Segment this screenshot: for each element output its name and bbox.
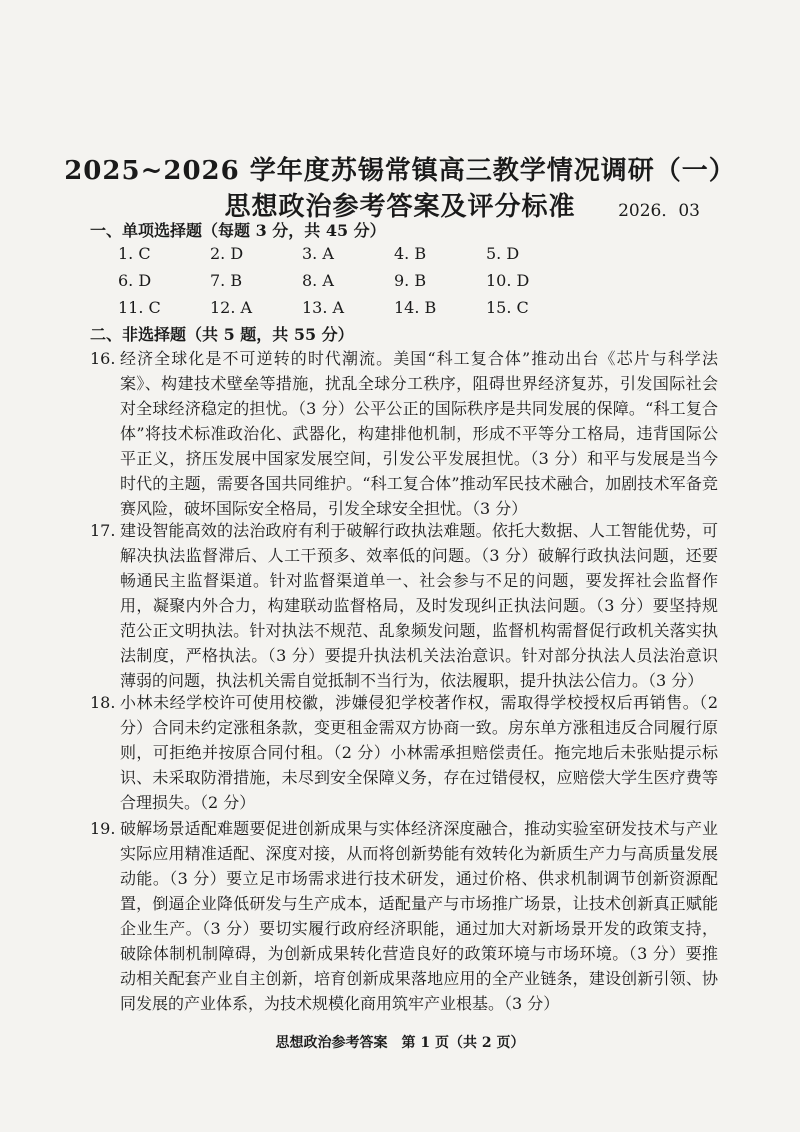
question-answer-text: 破解场景适配难题要促进创新成果与实体经济深度融合，推动实验室研发技术与产业实际应用精准适配、深度对接，从而将创新势能有效转化为新质生产力与高质量发展动能。（3 分）要立足市场需求进行技术研发，通过价格、供求机制调节创新资源配置，倒逼企业降低研发与生产成本，适配量产与市场推广场景，让技术创新真正赋能企业生产。（3 分）要切实履行政府经济职能，通过加大对新场景开发的政策支持，破除体制机制障碍，为创新成果转化营造良好的政策环境与市场环境。（3 分）要推动相关配套产业自主创新，培育创新成果落地应用的全产业链条，建设创新引领、协同发展的产业体系，为技术规模化商用筑牢产业根基。（3 分）	[120, 819, 718, 1013]
choice-answer: 3. A	[302, 244, 334, 263]
page-subtitle: 思想政治参考答案及评分标准	[224, 192, 576, 222]
question-number: 16.	[90, 349, 116, 368]
choice-answer: 11. C	[118, 298, 161, 317]
choice-answer: 14. B	[394, 298, 437, 317]
question-answer-text: 建设智能高效的法治政府有利于破解行政执法难题。依托大数据、人工智能优势，可解决执法监督滞后、人工干预多、效率低的问题。（3 分）破解行政执法问题，还要畅通民主监督渠道。针对监督渠道单一、社会参与不足的问题，要发挥社会监督作用，凝聚内外合力，构建联动监督格局，及时发现纠正执法问题。（3 分）要坚持规范公正文明执法。针对执法不规范、乱象频发问题，监督机构需督促行政机关落实执法制度，严格执法。（3 分）要提升执法机关法治意识。针对部分执法人员法治意识薄弱的问题，执法机关需自觉抵制不当行为，依法履职，提升执法公信力。（3 分）	[120, 521, 718, 690]
section-1-heading: 一、单项选择题（每题 3 分，共 45 分）	[90, 221, 386, 240]
question-number: 18.	[90, 693, 116, 712]
question-19-answer	[90, 816, 718, 1016]
page-footer: 思想政治参考答案 第 1 页（共 2 页）	[275, 1035, 525, 1051]
question-number: 19.	[90, 819, 116, 838]
choice-answer: 7. B	[210, 271, 243, 290]
choice-answer: 5. D	[486, 244, 520, 263]
choice-answer: 12. A	[210, 298, 253, 317]
question-16-answer	[90, 346, 718, 521]
document-date: 2026．03	[618, 201, 700, 221]
question-17-answer	[90, 518, 718, 693]
choice-answer: 10. D	[486, 271, 530, 290]
choice-answer: 4. B	[394, 244, 427, 263]
choice-answer: 6. D	[118, 271, 152, 290]
choice-answer: 15. C	[486, 298, 529, 317]
choice-answer: 2. D	[210, 244, 244, 263]
question-number: 17.	[90, 521, 116, 540]
choice-answer: 9. B	[394, 271, 427, 290]
question-answer-text: 小林未经学校许可使用校徽，涉嫌侵犯学校著作权，需取得学校授权后再销售。（2 分）合同未约定涨租条款，变更租金需双方协商一致。房东单方涨租违反合同履行原则，可拒绝并按原合同付租。（2 分）小林需承担赔偿责任。拖完地后未张贴提示标识、未采取防滑措施，未尽到安全保障义务，存在过错侵权，应赔偿大学生医疗费等合理损失。（2 分）	[120, 693, 718, 812]
question-answer-text: 经济全球化是不可逆转的时代潮流。美国“科工复合体”推动出台《芯片与科学法案》、构建技术壁垒等措施，扰乱全球分工秩序，阻碍世界经济复苏，引发国际社会对全球经济稳定的担忧。（3 分）公平公正的国际秩序是共同发展的保障。“科工复合体”将技术标准政治化、武器化，构建排他机制，形成不平等分工格局，违背国际公平正义，挤压发展中国家发展空间，引发公平发展担忧。（3 分）和平与发展是当今时代的主题，需要各国共同维护。“科工复合体”推动军民技术融合，加剧技术军备竞赛风险，破坏国际安全格局，引发全球安全担忧。（3 分）	[120, 349, 718, 518]
page-title: 2025~2026 学年度苏锡常镇高三教学情况调研（一）	[64, 156, 736, 186]
question-18-answer	[90, 690, 718, 815]
choice-answer: 8. A	[302, 271, 334, 290]
choice-answer: 1. C	[118, 244, 151, 263]
choice-answer: 13. A	[302, 298, 345, 317]
choice-answers-grid	[118, 244, 578, 318]
section-2-heading: 二、非选择题（共 5 题，共 55 分）	[90, 325, 354, 344]
